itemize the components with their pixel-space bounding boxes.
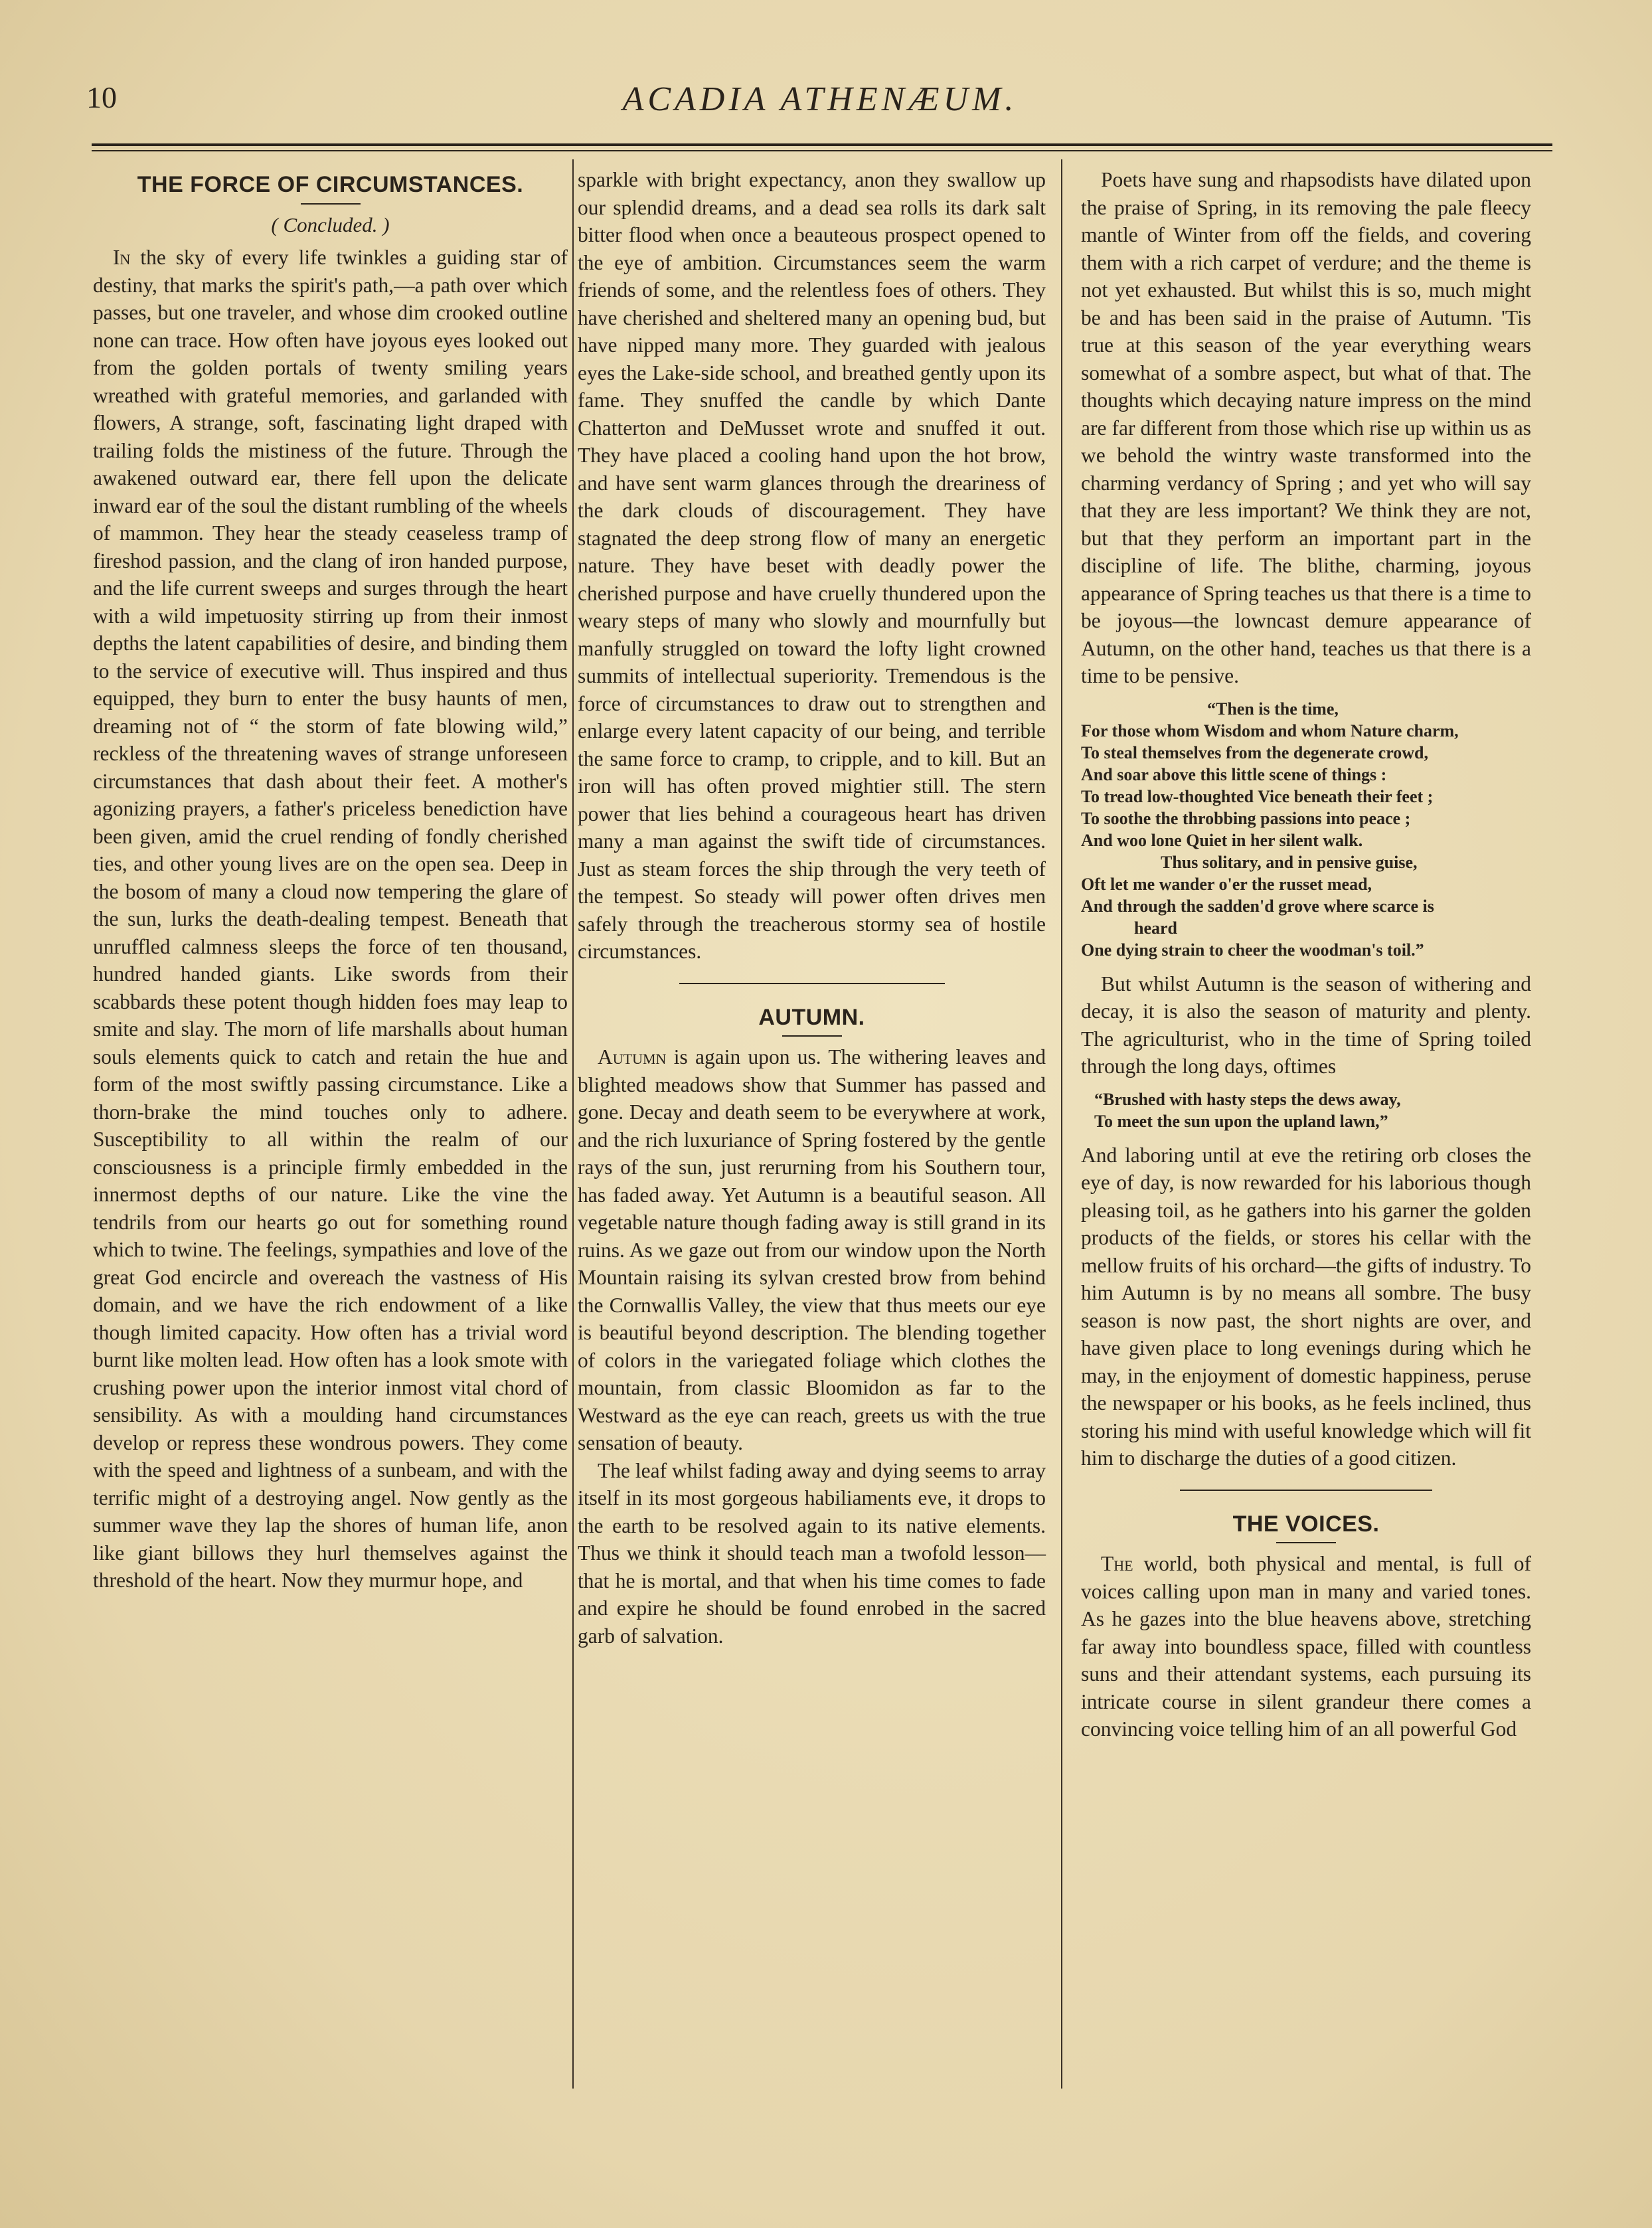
column-divider-2	[1061, 159, 1062, 2089]
poem-line: “Brushed with hasty steps the dews away,	[1094, 1089, 1401, 1109]
article-paragraph	[578, 1043, 1046, 1457]
poem-line: And woo lone Quiet in her silent walk.	[1081, 830, 1363, 850]
column-3	[1081, 166, 1531, 1743]
article-subtitle: ( Concluded. )	[271, 213, 390, 236]
poem-line: heard	[1134, 918, 1177, 938]
poem-line: And through the sadden'd grove where scarce is	[1081, 896, 1434, 916]
article-paragraph	[1081, 1550, 1531, 1743]
header-rule-thin	[92, 150, 1552, 151]
poem-line: To steal themselves from the degenerate crowd,	[1081, 742, 1429, 762]
poem-quote-2	[1081, 1088, 1531, 1132]
poem-line: Oft let me wander o'er the russet mead,	[1081, 874, 1372, 894]
article-separator	[679, 983, 945, 984]
title-rule	[1276, 1542, 1336, 1543]
article-title-the-voices: THE VOICES.	[1232, 1511, 1380, 1537]
article-paragraph	[93, 244, 568, 1594]
article-separator	[1180, 1490, 1432, 1491]
poem-line: One dying strain to cheer the woodman's toil.”	[1081, 940, 1424, 960]
page-number: 10	[86, 80, 117, 114]
article-paragraph: The leaf whilst fading away and dying seems to array itself in its most gorgeous habiliaments eve, it drops to the earth to be resolved again to its native elements. Thus we think it should teach man a twofold lesson—that he is mortal, and that when his time comes to fade and expire he should be found enrobed in the sacred garb of salvation.	[578, 1458, 1046, 1648]
article-paragraph: Poets have sung and rhapsodists have dilated upon the praise of Spring, in its removing the pale fleecy mantle of Winter from off the fields, and covering them with a rich carpet of verdure; and the theme is not yet exhausted. But whilst this is so, much might be and has been said in the praise of Autumn. 'Tis true at this season of the year everything wears somewhat of a sombre aspect, but what of that. The thoughts which decaying nature impress on the mind are far different from those which rise up within us as we behold the wintry waste transformed into the charming verdancy of Spring ; and yet who will say that they are less important? We think they are not, but that they perform an important part in the discipline of life. The blithe, charming, joyous appearance of Spring teaches us that there is a time to be joyous—the lowncast demure appearance of Autumn, on the other hand, teaches us that there is a time to be pensive.	[1081, 168, 1531, 687]
column-2	[578, 166, 1046, 1650]
article-paragraph: But whilst Autumn is the season of withering and decay, it is also the season of maturity and plenty. The agriculturist, who in the time of Spring toiled through the long days, oftimes	[1081, 972, 1531, 1078]
dropcap: The	[1101, 1552, 1133, 1575]
poem-line: And soar above this little scene of things :	[1081, 764, 1387, 784]
dropcap: In	[113, 246, 131, 269]
poem-line: To soothe the throbbing passions into peace ;	[1081, 808, 1411, 828]
article-paragraph: And laboring until at eve the retiring orb closes the eye of day, is now rewarded for his laborious though pleasing toil, as he gathers into his garner the golden products of the fields, or stores his cellar with the mellow fruits of his orchard—the gifts of industry. To him Autumn is by no means all sombre. The busy season is now past, the short nights are over, and have given place to long evenings during which he may, in the enjoyment of domestic happiness, peruse the newspaper or his books, as he feels inclined, thus storing his mind with useful knowledge which will fit him to discharge the duties of a good citizen.	[1081, 1143, 1531, 1470]
column-divider-1	[572, 159, 574, 2089]
poem-line: To meet the sun upon the upland lawn,”	[1094, 1111, 1388, 1131]
poem-line: For those whom Wisdom and whom Nature charm,	[1081, 721, 1459, 740]
paragraph-text: is again upon us. The withering leaves and blighted meadows show that Summer has passed and gone. Decay and death seem to be everywhere at work, and the rich luxuriance of Spring fostered by the gentle rays of the sun, just rerurning from his Southern tour, has faded away. Yet Autumn is a beautiful season. All vegetable nature though fading away is still grand in its ruins. As we gaze out from our window upon the North Mountain raising its sylvan crested brow from behind the Cornwallis Valley, the view that thus meets our eye is beautiful beyond description. The blending together of colors in the variegated foliage which clothes the mountain, from classic Bloomidon as far to the Westward as the eye can reach, greets us with the true sensation of beauty.	[578, 1045, 1046, 1454]
title-rule	[301, 203, 361, 205]
header-rule	[92, 143, 1552, 146]
page-header	[86, 80, 1554, 126]
column-1	[93, 166, 568, 1594]
dropcap: Autumn	[598, 1045, 667, 1069]
paragraph-text: world, both physical and mental, is full of voices calling upon man in many and varied tones. As he gazes into the blue heavens above, stretching far away into boundless space, filled with countless suns and their attendant systems, each pursuing its intricate course in silent grandeur there comes a convincing voice telling him of an all powerful God	[1081, 1552, 1531, 1741]
article-paragraph-continued: sparkle with bright expectancy, anon they swallow up our splendid dreams, and a dead sea rolls its dark salt bitter flood when once a beauteous prospect opened to the eye of ambition. Circumstances seem the warm friends of some, and the relentless foes of others. They have cherished and sheltered many an opening bud, but have nipped many more. They guarded with jealous eyes the Lake-side school, and breathed gently upon its fame. They snuffed the candle by which Dante Chatterton and DeMusset wrote and snuffed it out. They have placed a cooling hand upon the hot brow, and have sent warm glances through the dreariness of the dark clouds of discouragement. They have stagnated the deep strong flow of many an energetic nature. They have beset with deadly power the cherished purpose and have cruelly thundered upon the weary steps of many who slowly and mournfully but manfully struggled on toward the lofty light crowned summits of intellectual superiority. Tremendous is the force of circumstances to draw out to strengthen and enlarge every latent capacity of our being, and terrible the same force to cramp, to cripple, and to kill. But an iron will has often proved mightier still. The stern power that lies behind a courageous heart has driven many a man against the swift tide of circumstances. Just as steam forces the ship through the very teeth of the tempest. So steady will power often drives men safely through the treacherous stormy sea of hostile circumstances.	[578, 168, 1046, 963]
article-title-autumn: AUTUMN.	[758, 1004, 865, 1030]
poem-line: “Then is the time,	[1207, 699, 1339, 719]
article-title-force-of-circumstances: THE FORCE OF CIRCUMSTANCES.	[137, 172, 524, 197]
poem-quote-1	[1081, 698, 1531, 961]
title-rule	[782, 1035, 842, 1037]
poem-line: Thus solitary, and in pensive guise,	[1161, 852, 1418, 872]
paragraph-text: the sky of every life twinkles a guiding star of destiny, that marks the spirit's path,—a path over which passes, but one traveler, and whose dim crooked outline none can trace. How often have joyous eyes looked out from the golden portals of twenty smiling years wreathed with grateful memories, and garlanded with flowers, A strange, soft, fascinating light draped with trailing folds the mistiness of the future. Through the awakened outward ear, there fell upon the delicate inward ear of the soul the distant rumbling of the wheels of mammon. They hear the steady ceaseless tramp of fireshod passion, and the clang of iron handed purpose, and the life current sweeps and surges through the heart with a wild impetuosity stirring up from their inmost depths the latent capabilities of desire, and binding them to the service of executive will. Thus inspired and thus equipped, they burn to enter the busy haunts of men, dreaming not of “ the storm of fate blowing wild,” reckless of the threatening waves of strange unforeseen circumstances that dash about their feet. A mother's agonizing prayers, a father's priceless benediction have been given, amid the cruel rending of fondly cherished ties, and other young lives are on the open sea. Deep in the bosom of many a cloud now tempering the glare of the sun, lurks the death-dealing tempest. Beneath that unruffled calmness sleeps the force of ten thousand, hundred handed giants. Like swords from their scabbards these potent though hidden foes may leap to smite and slay. The morn of life marshalls about human souls elements quick to catch and retain the hue and form of the most swiftly passing circumstance. Like a thorn-brake the mind touches only to adhere. Susceptibility to all within the realm of our consciousness is a principle firmly embedded in the innermost depths of our nature. Like the vine the tendrils from our hearts go out for something round which to twine. The feelings, sympathies and love of the great God encircle and overeach the vastness of His domain, and we have the rich endowment of a like though limited capacity. How often has a trivial word burnt like molten lead. How often has a look smote with crushing power upon the interior inmost vital chord of sensibility. As with a moulding hand circumstances develop or repress these wondrous powers. They come with the speed and lightness of a sunbeam, and with the terrific might of a destroying angel. Now gently as the summer wave they lap the shores of human life, anon like giant billows they hurl themselves against the threshold of the heart. Now they murmur hope, and	[93, 246, 568, 1592]
poem-line: To tread low-thoughted Vice beneath their feet ;	[1081, 786, 1434, 806]
running-title: ACADIA ATHENÆUM.	[622, 80, 1018, 118]
